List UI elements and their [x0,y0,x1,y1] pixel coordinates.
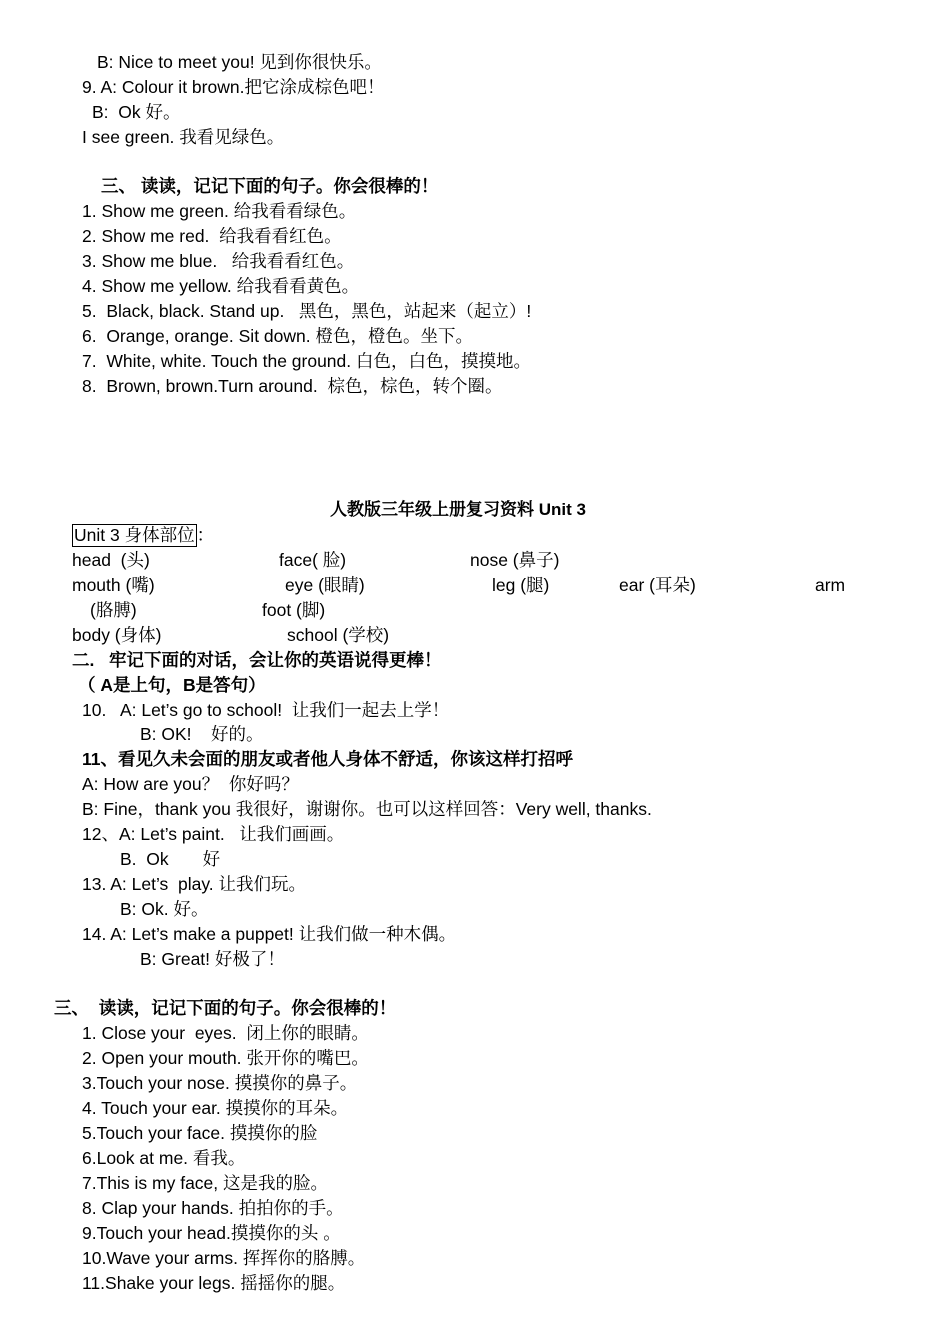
vocab-item: eye (眼睛) [285,575,365,595]
dialog-line: 13. A: Let’s play. 让我们玩。 [82,874,307,894]
list-item: 4. Touch your ear. 摸摸你的耳朵。 [82,1098,349,1118]
vocab-item: ear (耳朵) [619,575,696,595]
list-item: 8. Brown, brown.Turn around. 棕色，棕色，转个圈。 [82,376,503,396]
vocab-item: school (学校) [287,625,390,645]
vocab-item: nose (鼻子) [470,550,560,570]
list-item: 7. White, white. Touch the ground. 白色，白色，摸摸地。 [82,351,532,371]
vocab-item: arm [815,575,846,595]
vocab-item: leg (腿) [492,575,550,595]
list-item: 1. Show me green. 给我看看绿色。 [82,201,357,221]
section-heading: 三、 读读，记记下面的句子。你会很棒的！ [54,998,397,1018]
list-item: 3.Touch your nose. 摸摸你的鼻子。 [82,1073,358,1093]
dialog-line: 10. A: Let’s go to school! 让我们一起去上学！ [82,700,450,720]
list-item: 10.Wave your arms. 挥挥你的胳膊。 [82,1248,366,1268]
dialog-line: B: Nice to meet you! 见到你很快乐。 [97,52,382,72]
list-item: 3. Show me blue. 给我看看红色。 [82,251,355,271]
dialog-line: B: Ok. 好。 [120,899,209,919]
dialog-line: A: How are you？ 你好吗？ [82,774,299,794]
vocab-colon: ： [196,525,215,545]
page-title: 人教版三年级上册复习资料 Unit 3 [330,500,586,519]
list-item: 6.Look at me. 看我。 [82,1148,246,1168]
dialog-line: B. Ok 好 [120,849,221,869]
list-item: 6. Orange, orange. Sit down. 橙色，橙色。坐下。 [82,326,473,346]
list-item: 1. Close your eyes. 闭上你的眼睛。 [82,1023,369,1043]
vocab-item: mouth (嘴) [72,575,155,595]
dialog-line: 14. A: Let’s make a puppet! 让我们做一种木偶。 [82,924,457,944]
vocab-item: face( 脸) [279,550,347,570]
list-item: 5. Black, black. Stand up. 黑色，黑色，站起来（起立）! [82,301,532,321]
dialog-line: B: Ok 好。 [92,102,181,122]
vocab-item: (胳膊) [90,600,137,620]
list-item: 5.Touch your face. 摸摸你的脸 [82,1123,318,1143]
dialog-line: B: Fine，thank you 我很好，谢谢你。也可以这样回答：Very well, thanks. [82,799,652,819]
dialog-line: I see green. 我看见绿色。 [82,127,285,147]
list-item: 2. Show me red. 给我看看红色。 [82,226,342,246]
vocab-item: foot (脚) [262,600,326,620]
dialog-line: B: OK! 好的。 [140,724,264,744]
list-item: 8. Clap your hands. 拍拍你的手。 [82,1198,344,1218]
list-item: 4. Show me yellow. 给我看看黄色。 [82,276,360,296]
dialog-line: 12、A: Let’s paint. 让我们画画。 [82,824,345,844]
vocab-heading-row [72,523,214,547]
dialog-line: B: Great! 好极了！ [140,949,285,969]
dialog-line: 9. A: Colour it brown.把它涂成棕色吧！ [82,77,385,97]
dialog-heading: 11、看见久未会面的朋友或者他人身体不舒适，你该这样打招呼 [82,749,573,769]
vocab-item: body (身体) [72,625,162,645]
section-heading: 三、 读读，记记下面的句子。你会很棒的！ [101,176,439,196]
section-heading: 二. 牢记下面的对话，会让你的英语说得更棒！ [72,650,442,670]
list-item: 2. Open your mouth. 张开你的嘴巴。 [82,1048,369,1068]
vocab-item: head (头) [72,550,150,570]
list-item: 7.This is my face, 这是我的脸。 [82,1173,329,1193]
list-item: 11.Shake your legs. 摇摇你的腿。 [82,1273,346,1293]
section-note: （ A是上句，B是答句） [78,675,266,695]
list-item: 9.Touch your head.摸摸你的头 。 [82,1223,341,1243]
vocab-heading: Unit 3 身体部位 [74,525,195,545]
